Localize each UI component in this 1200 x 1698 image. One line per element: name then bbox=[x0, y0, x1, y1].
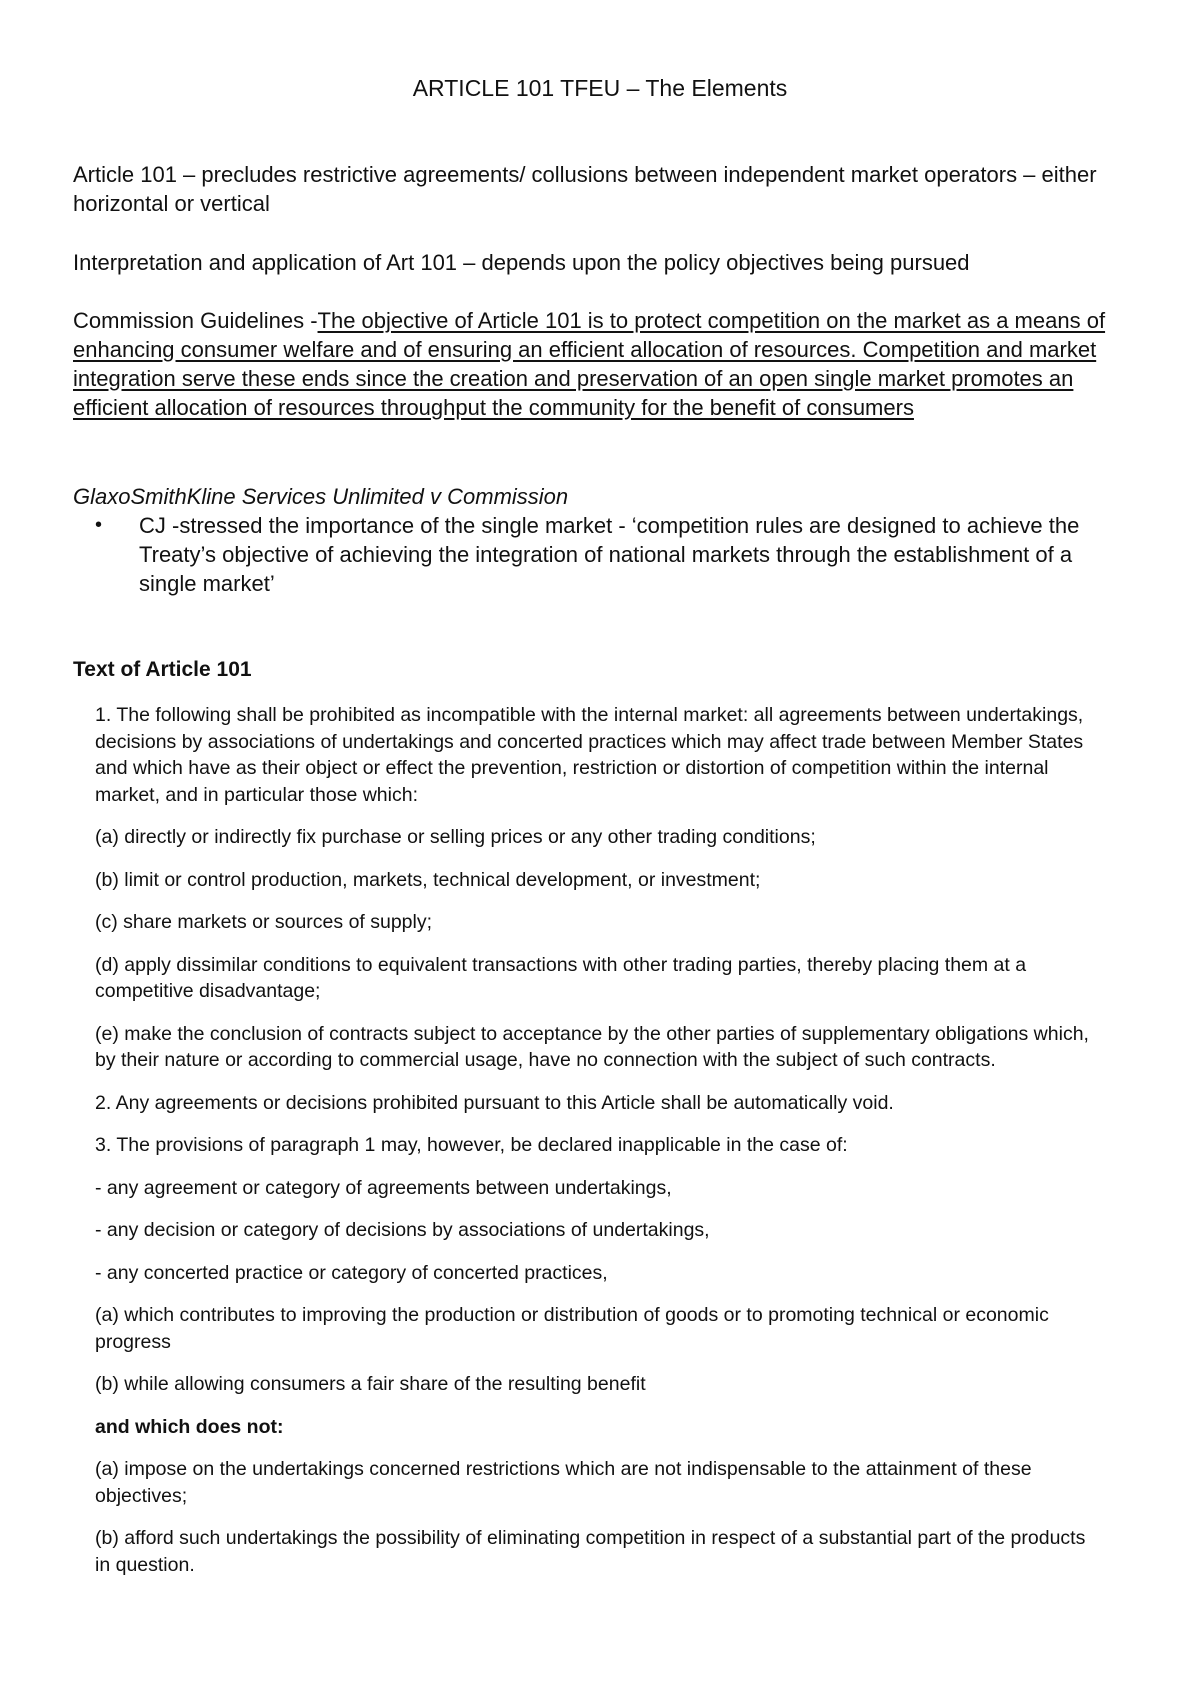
article-paragraph: - any concerted practice or category of concerted practices, bbox=[95, 1261, 608, 1284]
article-paragraph: - any agreement or category of agreements between undertakings, bbox=[95, 1176, 672, 1199]
guidelines-label: Commission Guidelines - bbox=[73, 308, 318, 333]
article-paragraph: (c) share markets or sources of supply; bbox=[95, 911, 433, 933]
document-title: ARTICLE 101 TFEU – The Elements bbox=[412, 75, 788, 101]
case-section bbox=[73, 482, 1133, 598]
article-paragraph: (a) impose on the undertakings concerned restrictions which are not indispensable to the attainment of these objectives; bbox=[95, 1458, 1032, 1507]
article-paragraph: 3. The provisions of paragraph 1 may, however, be declared inapplicable in the case of: bbox=[95, 1134, 848, 1156]
article-paragraph: 1. The following shall be prohibited as incompatible with the internal market: all agreements between undertakings, decisions by associations of undertakings and concerted practices which may affect trade between Member States and which have as their object or effect the prevention, restriction or distortion of competition within the internal market, and in particular those which: bbox=[95, 704, 1084, 806]
article-subheading: and which does not: bbox=[95, 1415, 284, 1438]
article-paragraph: (b) limit or control production, markets, technical development, or investment; bbox=[95, 868, 761, 891]
bullet-icon: • bbox=[95, 514, 103, 536]
guidelines-quote: The objective of Article 101 is to protect competition on the market as a means of enhancing consumer welfare and of ensuring an efficient allocation of resources. Competition and market integration serve these ends since the creation and preservation of an open single market promotes an efficient allocation of resources throughput the community for the benefit of consumers bbox=[73, 308, 1106, 420]
article-paragraph: (a) which contributes to improving the production or distribution of goods or to promoting technical or economic progress bbox=[95, 1304, 1049, 1353]
guidelines-paragraph bbox=[73, 306, 1133, 422]
article-text bbox=[95, 702, 1095, 1594]
case-name: GlaxoSmithKline Services Unlimited v Commission bbox=[73, 484, 569, 509]
article-paragraph: 2. Any agreements or decisions prohibited pursuant to this Article shall be automatically void. bbox=[95, 1091, 894, 1114]
article-paragraph: (b) while allowing consumers a fair share of the resulting benefit bbox=[95, 1373, 646, 1395]
case-bullet-item bbox=[95, 511, 1133, 598]
article-paragraph: (e) make the conclusion of contracts subject to acceptance by the other parties of supplementary obligations which, by their nature or according to commercial usage, have no connection with the subject of such contracts. bbox=[95, 1022, 1089, 1071]
article-paragraph: - any decision or category of decisions by associations of undertakings, bbox=[95, 1219, 710, 1241]
interpretation-paragraph: Interpretation and application of Art 101 – depends upon the policy objectives being pursued bbox=[73, 250, 970, 275]
article-paragraph: (b) afford such undertakings the possibility of eliminating competition in respect of a substantial part of the products in question. bbox=[95, 1527, 1086, 1576]
article-paragraph: (a) directly or indirectly fix purchase or selling prices or any other trading conditions; bbox=[95, 826, 816, 848]
case-bullet-text: CJ -stressed the importance of the single market - ‘competition rules are designed to achieve the Treaty’s objective of achieving the integration of national markets through the establishment of a single market’ bbox=[139, 513, 1080, 596]
intro-paragraph: Article 101 – precludes restrictive agreements/ collusions between independent market operators – either horizontal or vertical bbox=[73, 162, 1097, 216]
article-text-heading: Text of Article 101 bbox=[73, 658, 252, 681]
article-paragraph: (d) apply dissimilar conditions to equivalent transactions with other trading parties, thereby placing them at a competitive disadvantage; bbox=[95, 953, 1027, 1002]
